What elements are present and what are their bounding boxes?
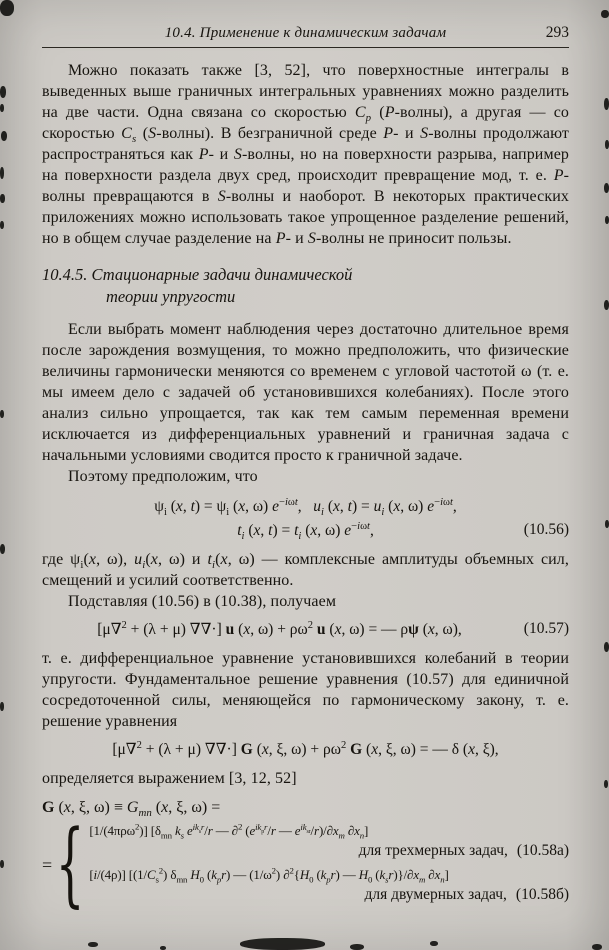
scan-artifact [592, 944, 602, 950]
case-1-label-row [89, 841, 569, 860]
scan-artifact [240, 938, 325, 950]
scan-artifact [604, 300, 609, 310]
scan-artifact [605, 520, 609, 528]
paragraph-amplitudes-note: где $\psi_i(x$, ω), $u_i(x$, ω) и $t_i(x$, ω) — комплексные амплитуды объемных сил, смещений и усилий соответственно. [42, 551, 569, 589]
scan-artifact [601, 10, 609, 18]
equation-number-10-56: (10.56) [523, 521, 569, 538]
scan-artifact [430, 941, 438, 946]
equation-10-56 [42, 495, 569, 543]
scan-artifact [0, 860, 4, 868]
paragraph-harmonic-assumption: Если выбрать момент наблюдения через достаточно длительное время после зарождения возмущения, то можно предположить, что физические величины гармонически меняются со временем с угловой частотой ω (т. е. мы имеем дело с задачей об установившихся колебаниях). После этого анализ сильно упрощается, так как тем самым переменная времени исключается из дифференциальных уравнений и граничная задача с начальными условиями сводится просто к граничной задаче. [42, 321, 569, 464]
scan-artifact [0, 221, 4, 229]
running-title: 10.4. Применение к динамическим задачам [164, 25, 447, 41]
equation-green-function [42, 738, 569, 762]
scan-artifact [0, 544, 5, 554]
scan-artifact [604, 642, 609, 652]
scan-artifact [605, 140, 609, 149]
equation-10-56-line-1: $\psi_i$ (x, $t) = \psi_i$ (x, ω) $e^{-i\omega t}$, $u_i$ (x, $t) = u_i$ (x, ω) $e^{-i\omega t}$, [154, 496, 457, 519]
scan-artifact [605, 216, 609, 224]
equation-g-definition: G (x, ξ, $\omega) \equiv G_{mn}$ (x, ξ, ω) = [42, 799, 221, 820]
scan-artifact [604, 98, 609, 110]
scan-artifact [0, 0, 14, 16]
equation-10-57 [42, 618, 569, 642]
case-2-label-row [89, 885, 569, 904]
header-rule [42, 47, 569, 48]
curly-brace: { [55, 811, 85, 918]
cases-body [89, 821, 569, 909]
case-1-formula: [1/(4πρω$^2$)] [$\delta_{mn}$ $k_s$ $e^{ik_sr}/r$ — ∂$^2$ ($e^{ik_pr}/r$ — $e^{ik_{sr}}/r)/\partial x_m$ $\partial x_n$] [89, 821, 369, 841]
equation-10-58 [42, 811, 569, 918]
scan-artifact [604, 183, 609, 193]
case-three-dimensional [89, 821, 569, 860]
scan-artifact [0, 167, 4, 179]
equation-number-10-58a: (10.58а) [516, 842, 569, 859]
paragraph-therefore-assume: Поэтому предположим, что [68, 468, 258, 485]
paragraph-defined-by: определяется выражением [3, 12, 52] [42, 770, 297, 787]
equation-10-56-line-2: $t_i$ (x, $t) = t_i$ (x, ω) $e^{-i\omega t}$, [237, 520, 374, 543]
case-2-label: для двумерных задач, [364, 886, 507, 903]
running-head [42, 24, 569, 42]
scan-artifact [160, 946, 166, 950]
page-number: 293 [545, 24, 569, 41]
scan-artifact [350, 944, 364, 950]
equals-sign: = [42, 854, 53, 875]
equation-10-57-line: [μ∇$^2$ + (λ + μ) ∇∇·] u (x, $\omega) + \rho\omega^2$ u (x, ω) = — ρψ (x, ω), [97, 619, 462, 638]
scan-artifact [0, 86, 6, 98]
case-2-formula: [i/(4ρ)] [$(1/C_s^2)$ $\delta_{mn}$ $H_0$ $(k_pr)$ — $(1/\omega^2)$ $\partial^2\{H_0$ $(k_pr)$ — $H_0$ $(k_sr)\}/\partial x_m$ $\partial x_n$] [89, 865, 449, 885]
scan-artifact [1, 131, 7, 141]
equation-number-10-58b: (10.58б) [515, 886, 569, 903]
case-1-label: для трехмерных задач, [358, 842, 508, 859]
paragraph-substituting: Подставляя (10.56) в (10.38), получаем [68, 593, 337, 610]
section-heading-10-4-5: 10.4.5. Стационарные задачи динамической теории упругости [42, 265, 353, 306]
paragraph-waves-splitting: Можно показать также [3, 52], что поверхностные интегралы в выведенных выше граничных интегральных уравнениях можно разделить на две части. Одна связана со скоростью $C_p$ (P-волны), а другая — со скоростью $C_s$ (S-волны). В безграничной среде P- и S-волны продолжают распространяться как P- и S-волны, но на поверхности разрыва, например на поверхности раздела двух сред, происходит превращение мод, т. е. P-волны превращаются в S-волны и наоборот. В некоторых практических приложениях можно использовать такое упрощенное разделение решений, но в общем случае разделение на P- и S-волны не приносит пользы. [42, 62, 570, 247]
case-two-dimensional [89, 865, 569, 904]
scan-artifact [0, 410, 4, 418]
scan-artifact [604, 780, 608, 788]
equation-green-function-line: [μ∇$^2$ + (λ + μ) ∇∇·] G (x, ξ, $\omega) + \rho\omega^2$ G (x, ξ, ω) = — δ (x, ξ), [112, 739, 499, 758]
paragraph-fundamental-solution: т. е. дифференциальное уравнение установившихся колебаний в теории упругости. Фундаментальное решение уравнения (10.57) для единичной сосредоточенной силы, меняющейся по гармоническому закону, т. е. решение уравнения [42, 650, 569, 730]
scan-artifact [0, 702, 4, 711]
scan-artifact [88, 942, 98, 947]
scan-artifact [0, 194, 5, 203]
equation-number-10-57: (10.57) [523, 620, 569, 637]
scan-artifact [0, 104, 4, 112]
